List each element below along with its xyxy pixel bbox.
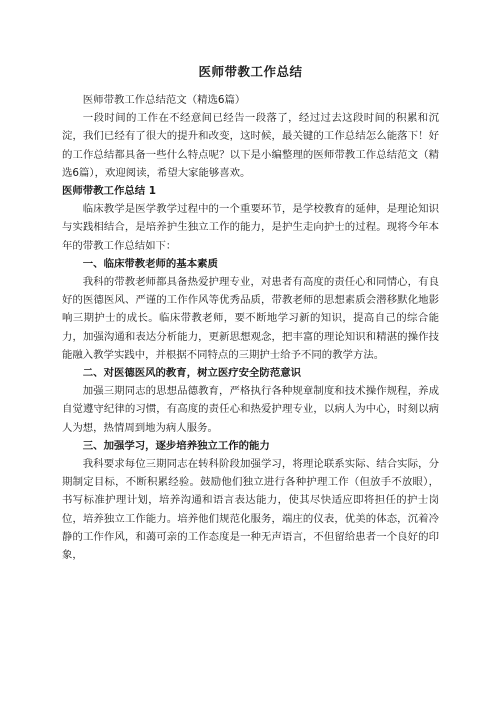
heading-3: 三、加强学习，逐步培养独立工作的能力 xyxy=(82,439,270,452)
heading-1: 一、临床带教老师的基本素质 xyxy=(82,257,218,270)
paragraph-2: 加强三期同志的思想品德教育，严格执行各种规章制度和技术操作规程，养成自觉遵守纪律的习惯，有高度的责任心和热爱护理专业，以病人为中心，时刻以病人为想，热情周到地为病人服务。 xyxy=(62,385,439,434)
section-title: 医师带教工作总结 1 xyxy=(62,185,156,198)
heading-2: 二、对医德医风的教育，树立医疗安全防范意识 xyxy=(82,367,301,380)
paragraph-3: 我科要求每位三期同志在转科阶段加强学习，将理论联系实际、结合实际，分期制定目标，不断积累经验。鼓励他们独立进行各种护理工作（但放手不放眼），书写标准护理计划，培养沟通和语言表达能力，使其尽快适应即将担任的护士岗位，培养独立工作能力。培养他们规范化服务，端庄的仪表，优美的体态，沉着冷静的工作作风，和蔼可亲的工作态度是一种无声语言，不但留给患者一个良好的印象， xyxy=(62,458,439,562)
section-intro-paragraph: 临床教学是医学教学过程中的一个重要环节，是学校教育的延伸，是理论知识与实践相结合，是培养护生独立工作的能力，是护生走向护士的过程。现将今年本年的带教工作总结如下： xyxy=(62,203,439,252)
paragraph-1: 我科的带教老师都具备热爱护理专业，对患者有高度的责任心和同情心，有良好的医德医风、严谨的工作作风等优秀品质，带教老师的思想素质会潜移默化地影响三期护士的成长。临床带教老师，要不断地学习新的知识，提高自己的综合能力，加强沟通和表达分析能力，更新思想观念，把丰富的理论知识和精湛的操作技能融入教学实践中，并根据不同特点的三期护士给予不同的教学方法。 xyxy=(62,276,439,361)
document-title: 医师带教工作总结 xyxy=(198,64,303,79)
intro-paragraph: 一段时间的工作在不经意间已经告一段落了，经过过去这段时间的积累和沉淀，我们已经有了很大的提升和改变，这时候，最关键的工作总结怎么能落下！好的工作总结都具备一些什么特点呢？以下是小编整理的医师带教工作总结范文（精选6篇），欢迎阅读，希望大家能够喜欢。 xyxy=(62,112,439,179)
document-subtitle: 医师带教工作总结范文（精选6篇） xyxy=(82,94,246,106)
